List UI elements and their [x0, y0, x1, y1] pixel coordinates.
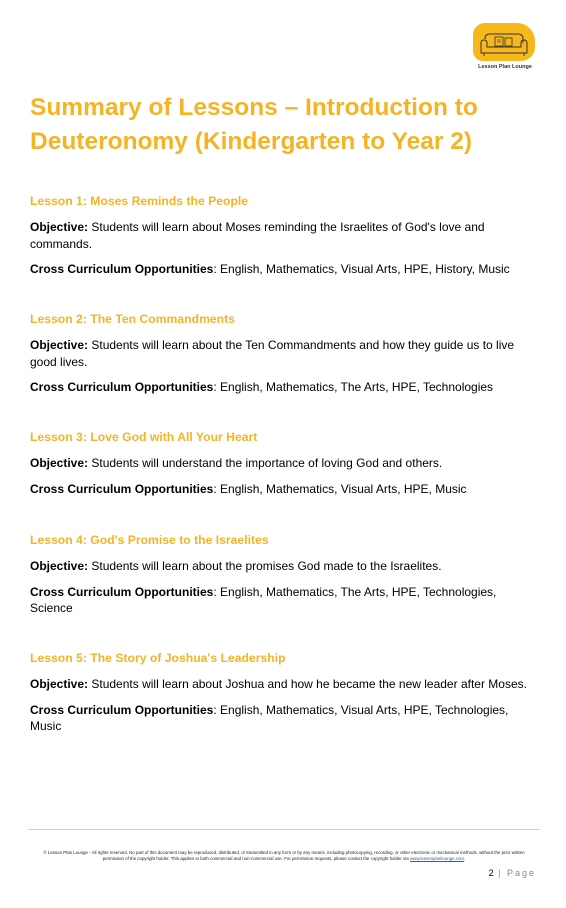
lesson-title: Lesson 1: Moses Reminds the People — [30, 194, 249, 208]
page-separator: | — [493, 868, 507, 878]
page-number — [489, 868, 536, 878]
objective-label: Objective: — [30, 559, 89, 573]
lesson-title: Lesson 5: The Story of Joshua's Leadership — [30, 651, 286, 665]
lesson-cross-curriculum — [30, 702, 535, 735]
lesson-objective — [30, 455, 535, 472]
cross-text: : English, Mathematics, The Arts, HPE, Technologies, Science — [30, 584, 497, 615]
lesson-objective — [30, 558, 535, 575]
lesson-cross-curriculum — [30, 584, 535, 617]
lesson-cross-curriculum — [30, 261, 535, 278]
cross-label: Cross Curriculum Opportunities — [30, 702, 214, 717]
lesson-title: Lesson 3: Love God with All Your Heart — [30, 430, 258, 444]
objective-label: Objective: — [30, 338, 89, 352]
lessons-list — [30, 193, 535, 744]
cross-label: Cross Curriculum Opportunities — [30, 380, 214, 394]
cross-text: : English, Mathematics, Visual Arts, HPE, Technologies, Music — [30, 702, 509, 733]
lesson-objective — [30, 676, 535, 693]
lesson-2 — [30, 311, 535, 429]
cross-text: : English, Mathematics, Visual Arts, HPE, History, Music — [213, 262, 510, 276]
page-title: Summary of Lessons – Introduction to Deuteronomy (Kindergarten to Year 2) — [30, 94, 478, 155]
lesson-title: Lesson 2: The Ten Commandments — [30, 312, 235, 326]
objective-text: Students will learn about Joshua and how he became the new leader after Moses. — [88, 677, 527, 691]
lesson-objective — [30, 337, 535, 370]
cross-label: Cross Curriculum Opportunities — [30, 584, 214, 599]
objective-text: Students will learn about Moses reminding the Israelites of God's love and commands. — [30, 220, 485, 251]
sofa-icon — [473, 23, 535, 61]
objective-text: Students will understand the importance of loving God and others. — [88, 456, 443, 470]
footer-divider — [28, 829, 540, 830]
page-word: Page — [506, 868, 536, 878]
lesson-cross-curriculum — [30, 379, 535, 396]
website-link[interactable]: www.lessonplanlounge.com — [409, 856, 465, 861]
lesson-cross-curriculum — [30, 481, 535, 498]
lesson-3 — [30, 429, 535, 532]
lesson-title: Lesson 4: God's Promise to the Israelites — [30, 533, 269, 547]
logo — [470, 18, 540, 76]
copyright-text: © Lesson Plan Lounge - All rights reserved. No part of this document may be reproduced, distributed, or transmitted in any form or by any means, including photocopying, recording, or other electronic or mechanical methods, without the prior written permission of the copyright holder. This applies to both commercial and non-commercial use. For permission requests, please contact the copyright holder via — [43, 850, 525, 861]
objective-label: Objective: — [30, 220, 89, 234]
logo-text: Lesson Plan Lounge — [478, 64, 532, 70]
cross-label: Cross Curriculum Opportunities — [30, 262, 214, 276]
cross-label: Cross Curriculum Opportunities — [30, 481, 214, 496]
objective-label: Objective: — [30, 677, 89, 691]
objective-label: Objective: — [30, 456, 89, 470]
objective-text: Students will learn about the Ten Commandments and how they guide us to live good lives. — [30, 338, 515, 369]
lesson-4 — [30, 532, 535, 650]
copyright-end: . — [464, 856, 466, 861]
lesson-1 — [30, 193, 535, 311]
lesson-objective — [30, 219, 535, 252]
page-number-value: 2 — [488, 868, 494, 878]
objective-text: Students will learn about the promises God made to the Israelites. — [88, 559, 442, 573]
cross-text: : English, Mathematics, Visual Arts, HPE, Music — [213, 481, 467, 496]
cross-text: : English, Mathematics, The Arts, HPE, Technologies — [213, 380, 494, 394]
footer-copyright — [34, 850, 534, 862]
lesson-5 — [30, 650, 535, 735]
